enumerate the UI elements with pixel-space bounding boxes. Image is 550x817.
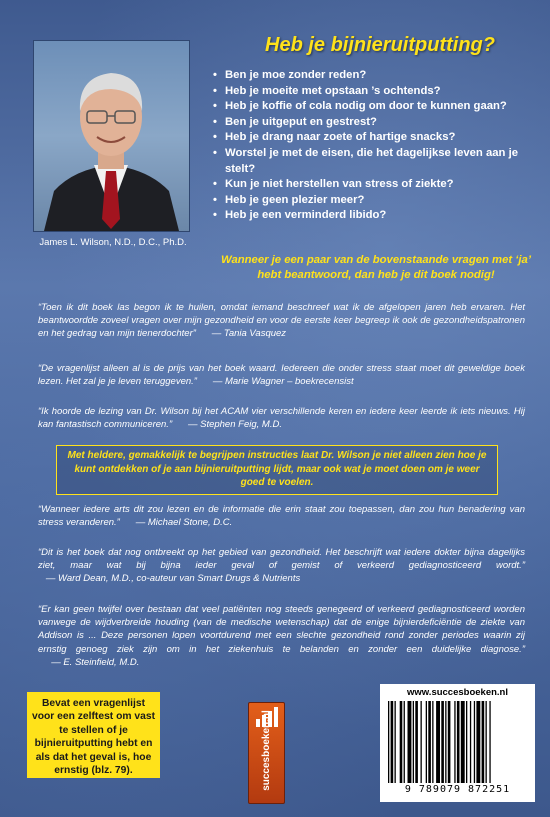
testimonial-quote	[38, 546, 525, 586]
question-item: • Ben je moe zonder reden?	[213, 68, 533, 84]
author-photo	[33, 40, 190, 232]
highlight-box: Met heldere, gemakkelijk te begrijpen instructies laat Dr. Wilson je niet alleen zien hoe je kunt ontdekken of je aan bijnieruitputting lijdt, maar ook wat je moet doen om je weer goed te voelen.	[56, 445, 498, 495]
headline: Heb je bijnieruitputting?	[265, 34, 495, 56]
quote-attribution: — Marie Wagner – boekrecensist	[212, 376, 354, 388]
isbn-digits: 9 789079 872251	[404, 784, 511, 795]
quote-text: “Wanneer iedere arts dit zou lezen en de informatie die erin staat zou toepassen, dan zou hun benadering van stress veranderen.”	[38, 504, 525, 529]
barcode-icon	[388, 701, 527, 783]
question-list	[213, 68, 533, 224]
quote-text: “De vragenlijst alleen al is de prijs van het boek waard. Iedereen die onder stress staat moet dit geweldige boek lezen. Het zal je je leven teruggeven.”	[38, 363, 525, 388]
quote-text: “Er kan geen twijfel over bestaan dat veel patiënten nog steeds genegeerd of verkeerd gediagnosticeerd worden vanwege de wijdverbreide houding (van de medische wetenschap) dat de enige bijnierdeficiëntie de ziekte van Addison is ... Deze personen lopen voortdurend met een slechte gezondheid rond zonder periodes waarin zij ernstig genoeg ziek zijn om in het ziekenhuis te belanden en zonder een duidelijke diagnose.”	[38, 604, 525, 655]
testimonial-quote	[38, 405, 525, 431]
question-item: • Heb je moeite met opstaan ’s ochtends?	[213, 84, 533, 100]
publisher-url: www.succesboeken.nl	[406, 687, 509, 698]
author-caption: James L. Wilson, N.D., D.C., Ph.D.	[39, 237, 187, 248]
testimonial-quote	[38, 603, 525, 669]
barcode-panel	[380, 684, 535, 802]
question-item: • Kun je niet herstellen van stress of ziekte?	[213, 177, 533, 193]
question-item: • Heb je een verminderd libido?	[213, 208, 533, 224]
quote-text: “Dit is het boek dat nog ontbreekt op het gebied van gezondheid. Het beschrijft wat iedere dokter bijna dagelijks ziet, maar wat bij bijna ieder geval of gemist of verkeerd gediagnosticeerd wordt.”	[38, 547, 525, 572]
question-item: • Heb je geen plezier meer?	[213, 193, 533, 209]
quote-text: “Ik hoorde de lezing van Dr. Wilson bij het ACAM vier verschillende keren en iedere keer leerde ik iets nieuws. Hij kan fantastisch communiceren.”	[38, 406, 525, 431]
quote-attribution: — Tania Vasquez	[211, 328, 287, 340]
quote-attribution: — Ward Dean, M.D., co-auteur van Smart Drugs & Nutrients	[45, 573, 301, 585]
quote-text: “Toen ik dit boek las begon ik te huilen, omdat iemand beschreef wat ik de afgelopen jaren heb ervaren. Het beantwoordde zoveel vragen over mijn gezondheid en voor de eerste keer begreep ik ook de gezondheidspatronen en het gedrag van mijn tienerdochter”	[38, 302, 525, 340]
publisher-logo	[248, 702, 285, 804]
answer-note: Wanneer je een paar van de bovenstaande vragen met ‘ja’ hebt beantwoord, dan heb je dit boek nodig!	[221, 254, 531, 281]
quote-attribution: — Stephen Feig, M.D.	[187, 419, 282, 431]
question-item: • Heb je koffie of cola nodig om door te kunnen gaan?	[213, 99, 533, 115]
testimonial-quote	[38, 503, 525, 529]
quote-attribution: — E. Steinfield, M.D.	[51, 656, 140, 668]
testimonial-quote	[38, 301, 525, 341]
quote-attribution: — Michael Stone, D.C.	[135, 517, 233, 529]
promo-box: Bevat een vragenlijst voor een zelftest om vast te stellen of je bijnieruitputting hebt en als dat het geval is, hoe ernstig (blz. 79).	[27, 692, 160, 778]
publisher-logo-text: succesboeken.nl	[261, 710, 272, 791]
question-item: • Ben je uitgeput en gestrest?	[213, 115, 533, 131]
question-item: • Heb je drang naar zoete of hartige snacks?	[213, 130, 533, 146]
testimonial-quote	[38, 362, 525, 388]
question-item: • Worstel je met de eisen, die het dagelijkse leven aan je stelt?	[213, 146, 533, 177]
